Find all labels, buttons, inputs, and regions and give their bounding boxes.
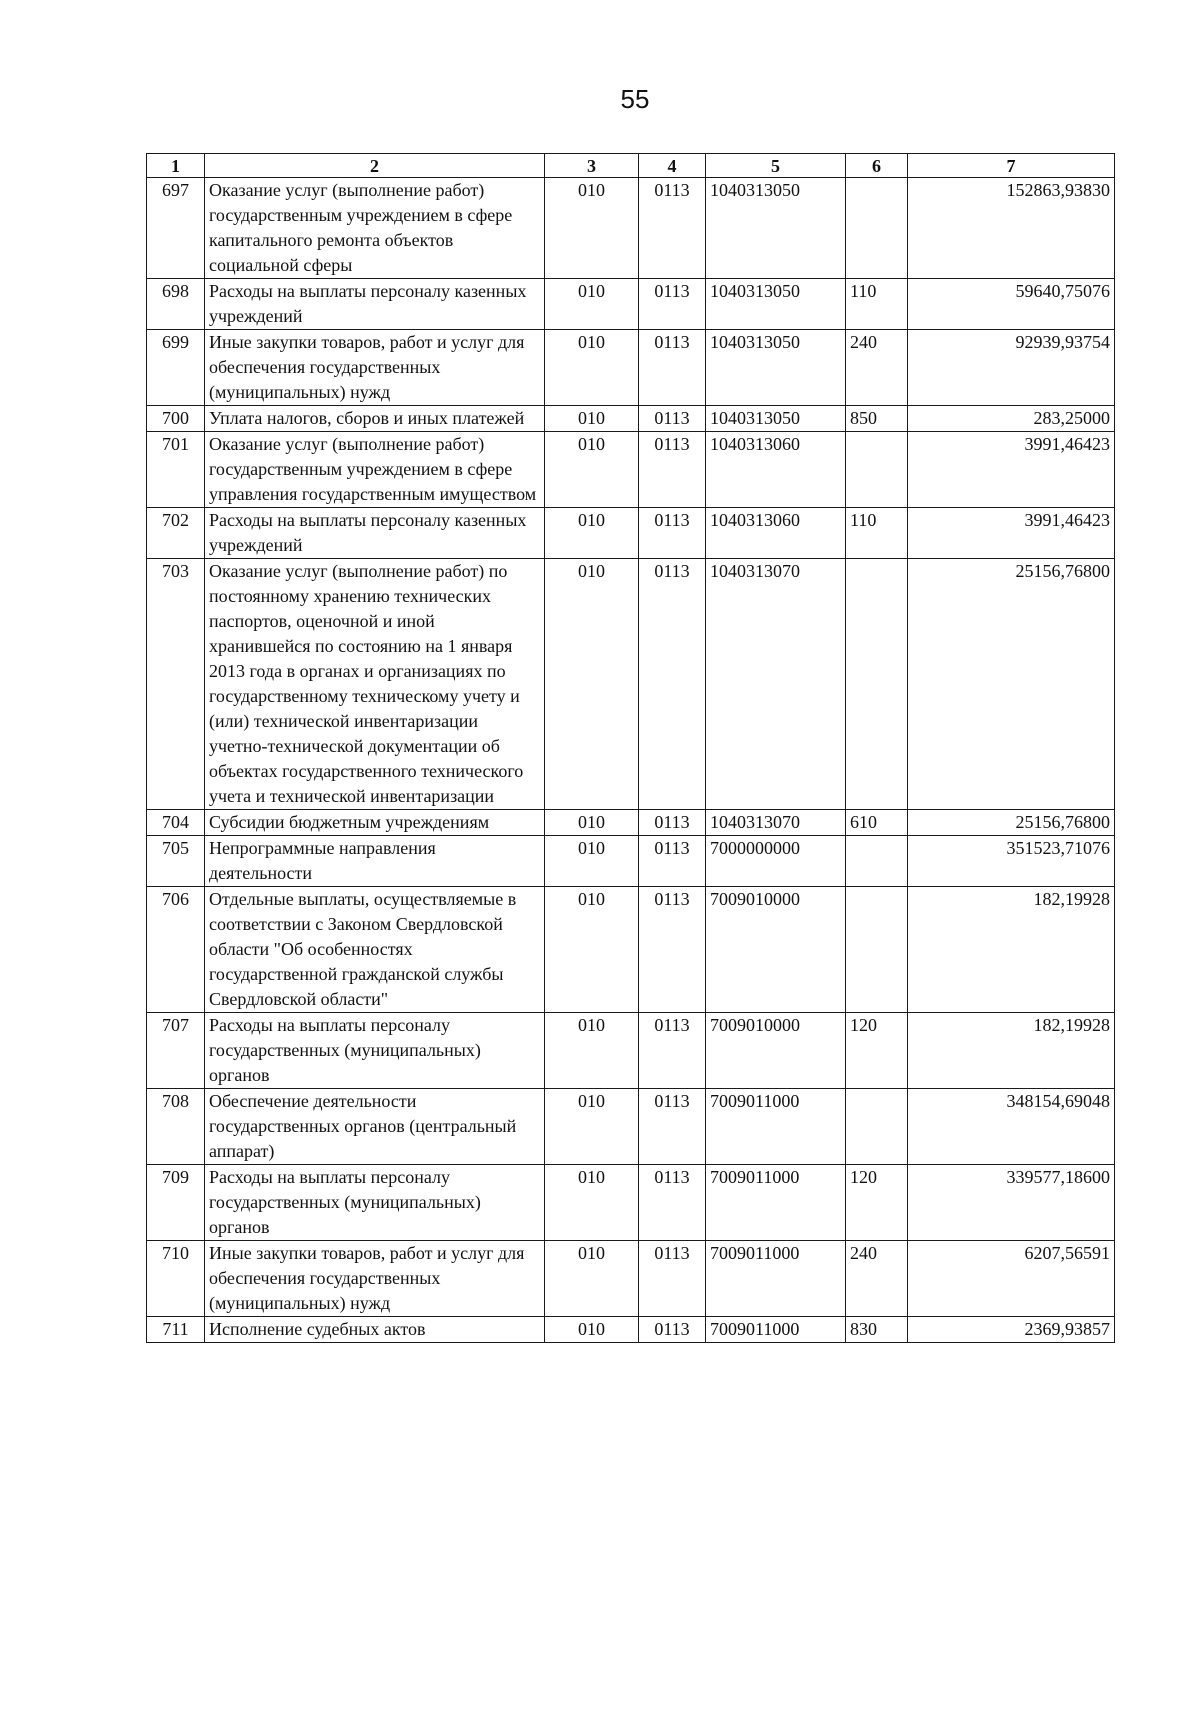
table-row: [147, 1317, 1115, 1343]
column-header: 3: [545, 154, 639, 178]
table-row: [147, 432, 1115, 508]
row-col5: 7009011000: [706, 1241, 846, 1317]
row-col3: 010: [545, 1165, 639, 1241]
row-sum: 182,19928: [908, 887, 1115, 1013]
row-col5: 1040313070: [706, 559, 846, 810]
row-col3: 010: [545, 559, 639, 810]
row-number: 708: [147, 1089, 205, 1165]
row-sum: 182,19928: [908, 1013, 1115, 1089]
column-header: 1: [147, 154, 205, 178]
row-sum: 25156,76800: [908, 810, 1115, 836]
row-col5: 1040313050: [706, 406, 846, 432]
row-name: Расходы на выплаты персоналу казенных учреждений: [205, 279, 545, 330]
row-col4: 0113: [639, 559, 706, 810]
row-col4: 0113: [639, 836, 706, 887]
row-col5: 7009011000: [706, 1089, 846, 1165]
row-sum: 351523,71076: [908, 836, 1115, 887]
row-number: 702: [147, 508, 205, 559]
row-sum: 348154,69048: [908, 1089, 1115, 1165]
row-col4: 0113: [639, 1317, 706, 1343]
row-name: Оказание услуг (выполнение работ) по постоянному хранению технических паспортов, оценочной и иной хранившейся по состоянию на 1 января 2013 года в органах и организациях по государственному техническому учету и (или) технической инвентаризации учетно-технической документации об объектах государственного технического учета и технической инвентаризации: [205, 559, 545, 810]
row-number: 706: [147, 887, 205, 1013]
row-col4: 0113: [639, 330, 706, 406]
row-col3: 010: [545, 279, 639, 330]
row-col3: 010: [545, 432, 639, 508]
row-col6: 110: [846, 279, 908, 330]
row-col3: 010: [545, 1013, 639, 1089]
row-col4: 0113: [639, 432, 706, 508]
row-name: Иные закупки товаров, работ и услуг для обеспечения государственных (муниципальных) нужд: [205, 330, 545, 406]
row-col5: 1040313050: [706, 279, 846, 330]
row-col5: 7009011000: [706, 1317, 846, 1343]
row-name: Обеспечение деятельности государственных органов (центральный аппарат): [205, 1089, 545, 1165]
row-sum: 25156,76800: [908, 559, 1115, 810]
row-col6: 240: [846, 330, 908, 406]
row-sum: 2369,93857: [908, 1317, 1115, 1343]
row-col6: 120: [846, 1165, 908, 1241]
page-number: 55: [620, 84, 650, 114]
row-col5: 1040313050: [706, 330, 846, 406]
row-name: Субсидии бюджетным учреждениям: [205, 810, 545, 836]
row-col3: 010: [545, 887, 639, 1013]
row-name: Расходы на выплаты персоналу государственных (муниципальных) органов: [205, 1165, 545, 1241]
row-col6: 850: [846, 406, 908, 432]
row-number: 701: [147, 432, 205, 508]
row-col6: 120: [846, 1013, 908, 1089]
row-col4: 0113: [639, 279, 706, 330]
table-row: [147, 810, 1115, 836]
row-col3: 010: [545, 1241, 639, 1317]
row-col5: 1040313070: [706, 810, 846, 836]
row-col3: 010: [545, 508, 639, 559]
row-col6: [846, 887, 908, 1013]
row-col4: 0113: [639, 1013, 706, 1089]
row-number: 698: [147, 279, 205, 330]
row-sum: 6207,56591: [908, 1241, 1115, 1317]
table-row: [147, 406, 1115, 432]
row-name: Непрограммные направления деятельности: [205, 836, 545, 887]
row-name: Исполнение судебных актов: [205, 1317, 545, 1343]
column-header: 5: [706, 154, 846, 178]
row-col6: 830: [846, 1317, 908, 1343]
row-number: 710: [147, 1241, 205, 1317]
table-row: [147, 1013, 1115, 1089]
row-sum: 339577,18600: [908, 1165, 1115, 1241]
row-name: Отдельные выплаты, осуществляемые в соответствии с Законом Свердловской области "Об особенностях государственной гражданской службы Свердловской области": [205, 887, 545, 1013]
column-header: 7: [908, 154, 1115, 178]
row-col5: 1040313050: [706, 178, 846, 279]
row-col4: 0113: [639, 508, 706, 559]
column-header: 6: [846, 154, 908, 178]
table-row: [147, 1241, 1115, 1317]
row-col5: 1040313060: [706, 508, 846, 559]
row-col6: [846, 1089, 908, 1165]
row-name: Расходы на выплаты персоналу государственных (муниципальных) органов: [205, 1013, 545, 1089]
row-col6: [846, 559, 908, 810]
table-row: [147, 330, 1115, 406]
table-row: [147, 178, 1115, 279]
row-name: Расходы на выплаты персоналу казенных учреждений: [205, 508, 545, 559]
row-number: 700: [147, 406, 205, 432]
row-col4: 0113: [639, 178, 706, 279]
row-number: 707: [147, 1013, 205, 1089]
table-row: [147, 508, 1115, 559]
row-number: 704: [147, 810, 205, 836]
row-number: 697: [147, 178, 205, 279]
table-row: [147, 279, 1115, 330]
row-col5: 1040313060: [706, 432, 846, 508]
row-col5: 7009011000: [706, 1165, 846, 1241]
row-sum: 3991,46423: [908, 432, 1115, 508]
row-col3: 010: [545, 810, 639, 836]
table-row: [147, 559, 1115, 810]
row-sum: 92939,93754: [908, 330, 1115, 406]
row-col3: 010: [545, 1089, 639, 1165]
table-row: [147, 836, 1115, 887]
row-col4: 0113: [639, 810, 706, 836]
row-col3: 010: [545, 330, 639, 406]
row-col4: 0113: [639, 406, 706, 432]
row-sum: 152863,93830: [908, 178, 1115, 279]
row-col5: 7000000000: [706, 836, 846, 887]
table-header-row: [147, 154, 1115, 178]
row-name: Иные закупки товаров, работ и услуг для обеспечения государственных (муниципальных) нужд: [205, 1241, 545, 1317]
row-name: Уплата налогов, сборов и иных платежей: [205, 406, 545, 432]
row-col6: 610: [846, 810, 908, 836]
row-col6: 240: [846, 1241, 908, 1317]
row-col5: 7009010000: [706, 887, 846, 1013]
row-number: 711: [147, 1317, 205, 1343]
row-col3: 010: [545, 836, 639, 887]
row-sum: 59640,75076: [908, 279, 1115, 330]
row-number: 699: [147, 330, 205, 406]
table-row: [147, 887, 1115, 1013]
row-col4: 0113: [639, 1165, 706, 1241]
row-col6: [846, 178, 908, 279]
row-sum: 3991,46423: [908, 508, 1115, 559]
row-col4: 0113: [639, 1241, 706, 1317]
row-col6: [846, 432, 908, 508]
row-number: 703: [147, 559, 205, 810]
row-number: 709: [147, 1165, 205, 1241]
budget-table: [146, 153, 1115, 1343]
row-col3: 010: [545, 406, 639, 432]
row-col6: 110: [846, 508, 908, 559]
row-col5: 7009010000: [706, 1013, 846, 1089]
column-header: 2: [205, 154, 545, 178]
row-number: 705: [147, 836, 205, 887]
row-sum: 283,25000: [908, 406, 1115, 432]
row-name: Оказание услуг (выполнение работ) государственным учреждением в сфере управления государственным имуществом: [205, 432, 545, 508]
row-name: Оказание услуг (выполнение работ) государственным учреждением в сфере капитального ремонта объектов социальной сферы: [205, 178, 545, 279]
row-col4: 0113: [639, 1089, 706, 1165]
row-col3: 010: [545, 178, 639, 279]
column-header: 4: [639, 154, 706, 178]
row-col6: [846, 836, 908, 887]
row-col4: 0113: [639, 887, 706, 1013]
table-row: [147, 1089, 1115, 1165]
table-row: [147, 1165, 1115, 1241]
row-col3: 010: [545, 1317, 639, 1343]
